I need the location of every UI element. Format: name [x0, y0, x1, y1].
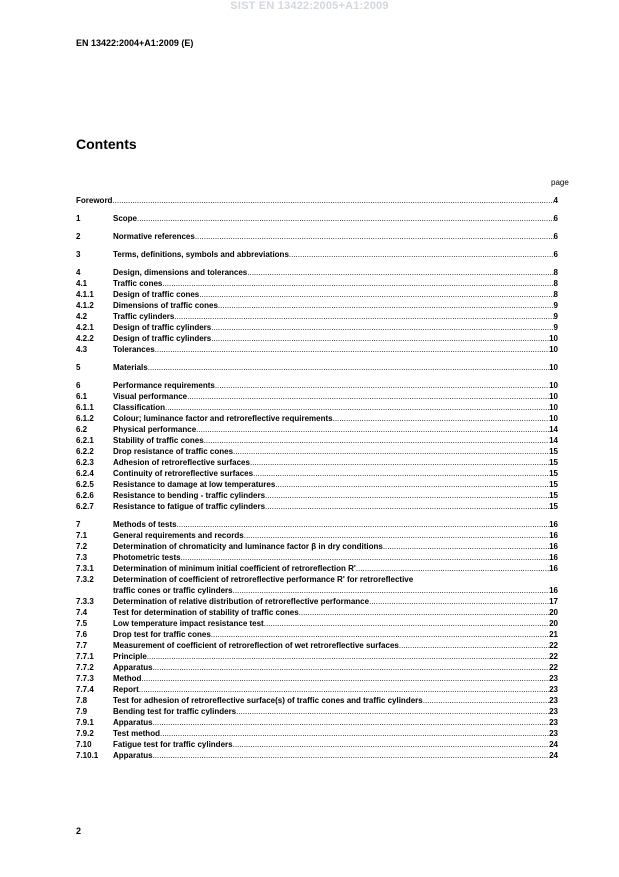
toc-entry-number: 4.1.2 [76, 301, 94, 310]
toc-entry-page: 10 [549, 363, 558, 372]
toc-entry-number: 7.9 [76, 707, 88, 716]
toc-entry-title: traffic cones or traffic cylinders [113, 586, 233, 595]
toc-entry[interactable] [76, 739, 558, 750]
toc-entry-number: 7.10.1 [76, 751, 99, 760]
toc-entry-number: 7.7.4 [76, 685, 94, 694]
toc-entry-number: 7.1 [76, 531, 88, 540]
toc-entry-page: 6 [553, 250, 558, 259]
toc-entry-page: 8 [553, 268, 558, 277]
toc-entry-title: Performance requirements [113, 381, 215, 390]
toc-entry-number: 7.7.3 [76, 674, 94, 683]
toc-entry[interactable] [76, 541, 558, 552]
toc-entry[interactable] [76, 446, 558, 457]
dot-leader [165, 402, 549, 413]
dot-leader [215, 380, 549, 391]
toc-entry-page: 20 [549, 608, 558, 617]
toc-entry-title: General requirements and records [113, 531, 244, 540]
toc-entry-title: Scope [113, 214, 138, 223]
toc-entry-title: Adhesion of retroreflective surfaces [113, 458, 250, 467]
toc-entry-page: 24 [549, 751, 558, 760]
toc-entry-title: Test for adhesion of retroreflective surface(s) of traffic cones and traffic cylinders [113, 696, 423, 705]
toc-entry-number: 7.3 [76, 553, 88, 562]
toc-entry-title: Normative references [113, 232, 195, 241]
toc-entry-page: 10 [549, 381, 558, 390]
toc-entry[interactable] [76, 435, 558, 446]
toc-entry-number: 4.2 [76, 312, 88, 321]
toc-entry-title: Resistance to damage at low temperatures [113, 480, 276, 489]
toc-entry[interactable] [76, 684, 558, 695]
toc-entry-page: 22 [549, 641, 558, 650]
toc-entry[interactable] [76, 629, 558, 640]
toc-entry[interactable] [76, 380, 558, 391]
toc-entry-page: 9 [553, 301, 558, 310]
toc-entry-number: 6.2.2 [76, 447, 94, 456]
toc-entry-number: 7.5 [76, 619, 88, 628]
toc-entry-page: 16 [549, 520, 558, 529]
dot-leader [233, 739, 550, 750]
toc-entry[interactable] [76, 706, 558, 717]
toc-entry-title: Design of traffic cones [113, 290, 200, 299]
dot-leader [356, 563, 549, 574]
toc-entry-title: Traffic cylinders [113, 312, 175, 321]
toc-entry[interactable] [76, 300, 558, 311]
toc-entry-number: 6.2.1 [76, 436, 94, 445]
dot-leader [187, 391, 549, 402]
toc-entry-page: 24 [549, 740, 558, 749]
toc-entry-title: Design of traffic cylinders [113, 323, 212, 332]
dot-leader [155, 344, 549, 355]
toc-entry-title: Traffic cones [113, 279, 163, 288]
toc-entry[interactable] [76, 728, 558, 739]
toc-entry[interactable] [76, 344, 558, 355]
toc-entry[interactable] [76, 640, 558, 651]
dot-leader [264, 618, 549, 629]
toc-entry[interactable] [76, 213, 558, 224]
toc-entry-number: 7.3.2 [76, 575, 94, 584]
toc-entry-number: 4.2.1 [76, 323, 94, 332]
toc-entry[interactable] [76, 424, 558, 435]
toc-entry-number: 6.2.7 [76, 502, 94, 511]
dot-leader [265, 501, 549, 512]
toc-entry-page: 20 [549, 619, 558, 628]
toc-entry[interactable] [76, 501, 558, 512]
toc-entry-page: 10 [549, 414, 558, 423]
toc-entry-title: Stability of traffic cones [113, 436, 204, 445]
toc-entry-title: Principle [113, 652, 147, 661]
dot-leader [265, 490, 549, 501]
dot-leader [233, 446, 549, 457]
dot-leader [147, 651, 549, 662]
toc-entry[interactable] [76, 490, 558, 501]
toc-entry-number: 4 [76, 268, 81, 277]
dot-leader [141, 673, 549, 684]
dot-leader [289, 249, 554, 260]
dot-leader [160, 728, 549, 739]
dot-leader [399, 640, 549, 651]
toc-entry-page: 15 [549, 480, 558, 489]
toc-entry[interactable] [76, 552, 558, 563]
dot-leader [174, 311, 553, 322]
toc-entry-title: Determination of relative distribution of retroreflective performance [113, 597, 370, 606]
toc-entry-number: 6.1.2 [76, 414, 94, 423]
toc-entry-title: Drop resistance of traffic cones [113, 447, 234, 456]
toc-entry-number: 7.7.1 [76, 652, 94, 661]
toc-entry-number: 1 [76, 214, 81, 223]
toc-entry-title: Terms, definitions, symbols and abbreviations [113, 250, 289, 259]
toc-entry-page: 23 [549, 718, 558, 727]
dot-leader [333, 413, 549, 424]
toc-entry-number: 7.7.2 [76, 663, 94, 672]
table-of-contents [76, 195, 558, 761]
dot-leader [112, 195, 553, 206]
toc-entry-page: 16 [549, 531, 558, 540]
toc-entry-page: 6 [553, 214, 558, 223]
toc-entry-number: 3 [76, 250, 81, 259]
toc-entry[interactable] [76, 695, 558, 706]
dot-leader [299, 607, 549, 618]
toc-entry[interactable] [76, 717, 558, 728]
toc-entry-page: 4 [553, 196, 558, 205]
toc-entry-title: Methods of tests [113, 520, 177, 529]
toc-entry-number: 4.1 [76, 279, 88, 288]
toc-entry[interactable] [76, 519, 558, 530]
dot-leader [244, 530, 549, 541]
dot-leader [204, 435, 549, 446]
contents-heading: Contents [76, 136, 137, 152]
dot-leader [139, 684, 549, 695]
toc-entry-title: Resistance to bending - traffic cylinders [113, 491, 266, 500]
toc-entry-page: 9 [553, 323, 558, 332]
toc-entry-page: 22 [549, 663, 558, 672]
toc-entry-title: Foreword [76, 196, 113, 205]
toc-entry-number: 6 [76, 381, 81, 390]
toc-entry-page: 16 [549, 553, 558, 562]
toc-entry-number: 6.1 [76, 392, 88, 401]
toc-entry[interactable] [76, 322, 558, 333]
toc-entry[interactable] [76, 662, 558, 673]
toc-entry-page: 14 [549, 425, 558, 434]
page-column-label: page [551, 178, 569, 187]
toc-entry-title: Physical performance [113, 425, 197, 434]
toc-entry-page: 23 [549, 729, 558, 738]
toc-entry[interactable] [76, 468, 558, 479]
toc-entry-page: 14 [549, 436, 558, 445]
toc-entry[interactable] [76, 530, 558, 541]
dot-leader [383, 541, 549, 552]
toc-entry-number: 6.2 [76, 425, 88, 434]
toc-entry-page: 15 [549, 502, 558, 511]
dot-leader [211, 322, 553, 333]
toc-entry-number: 2 [76, 232, 81, 241]
toc-entry[interactable] [76, 278, 558, 289]
toc-entry[interactable] [76, 402, 558, 413]
toc-entry[interactable] [76, 267, 558, 278]
toc-entry-page: 22 [549, 652, 558, 661]
toc-entry-title: Design of traffic cylinders [113, 334, 212, 343]
toc-entry[interactable] [76, 391, 558, 402]
toc-entry-title: Bending test for traffic cylinders [113, 707, 237, 716]
toc-entry[interactable] [76, 651, 558, 662]
toc-entry[interactable] [76, 333, 558, 344]
toc-entry-title: Tolerances [113, 345, 155, 354]
toc-entry-title: Colour; luminance factor and retroreflective requirements [113, 414, 333, 423]
toc-entry[interactable] [76, 413, 558, 424]
toc-entry-page: 10 [549, 403, 558, 412]
toc-entry-number: 7.4 [76, 608, 88, 617]
toc-entry[interactable] [76, 596, 558, 607]
toc-entry-title: Drop test for traffic cones [113, 630, 211, 639]
toc-entry-title-line: Determination of coefficient of retroreflective performance R' for retroreflective [113, 575, 414, 584]
toc-entry-title: Determination of chromaticity and luminance factor β in dry conditions [113, 542, 383, 551]
toc-entry-number: 4.3 [76, 345, 88, 354]
toc-entry[interactable] [76, 249, 558, 260]
toc-entry-title: Report [113, 685, 139, 694]
dot-leader [247, 267, 553, 278]
toc-entry-number: 7.2 [76, 542, 88, 551]
toc-entry[interactable] [76, 479, 558, 490]
toc-entry-number: 7.3.3 [76, 597, 94, 606]
dot-leader [218, 300, 554, 311]
toc-entry-page: 23 [549, 707, 558, 716]
toc-entry-page: 21 [549, 630, 558, 639]
dot-leader [211, 629, 549, 640]
toc-entry[interactable] [76, 231, 558, 242]
toc-entry-page: 23 [549, 696, 558, 705]
toc-entry[interactable] [76, 618, 558, 629]
toc-entry-title: Determination of minimum initial coefficient of retroreflection R' [113, 564, 356, 573]
toc-entry-number: 4.1.1 [76, 290, 94, 299]
dot-leader [137, 213, 554, 224]
toc-entry-number: 7.3.1 [76, 564, 94, 573]
toc-entry-title: Measurement of coefficient of retroreflection of wet retroreflective surfaces [113, 641, 399, 650]
toc-entry[interactable] [76, 362, 558, 373]
toc-entry-title: Test for determination of stability of traffic cones [113, 608, 299, 617]
dot-leader [423, 695, 549, 706]
toc-entry-number: 7 [76, 520, 81, 529]
toc-entry-number: 7.9.1 [76, 718, 94, 727]
toc-entry-page: 16 [549, 542, 558, 551]
toc-entry-number: 6.1.1 [76, 403, 94, 412]
dot-leader [148, 362, 549, 373]
toc-entry-page: 23 [549, 674, 558, 683]
dot-leader [177, 519, 550, 530]
toc-entry-title: Design, dimensions and tolerances [113, 268, 248, 277]
toc-entry-title: Classification [113, 403, 166, 412]
dot-leader [250, 457, 549, 468]
toc-entry-number: 6.2.5 [76, 480, 94, 489]
toc-entry-page: 8 [553, 290, 558, 299]
toc-entry-number: 6.2.6 [76, 491, 94, 500]
toc-entry-title: Apparatus [113, 718, 153, 727]
toc-entry-page: 10 [549, 392, 558, 401]
toc-entry-page: 15 [549, 491, 558, 500]
toc-entry-title: Apparatus [113, 751, 153, 760]
toc-entry-title: Resistance to fatigue of traffic cylinders [113, 502, 266, 511]
dot-leader [196, 424, 549, 435]
toc-entry-number: 7.10 [76, 740, 92, 749]
dot-leader [253, 468, 549, 479]
dot-leader [369, 596, 549, 607]
toc-entry[interactable] [76, 563, 558, 574]
toc-entry-page: 17 [549, 597, 558, 606]
dot-leader [162, 278, 553, 289]
toc-entry-number: 6.2.4 [76, 469, 94, 478]
dot-leader [236, 706, 549, 717]
toc-entry[interactable] [76, 195, 558, 206]
toc-entry-page: 23 [549, 685, 558, 694]
toc-entry-page: 15 [549, 447, 558, 456]
dot-leader [199, 289, 553, 300]
toc-entry-number: 5 [76, 363, 81, 372]
toc-entry-number: 7.8 [76, 696, 88, 705]
dot-leader [195, 231, 554, 242]
toc-entry-page: 10 [549, 345, 558, 354]
dot-leader [233, 585, 550, 596]
dot-leader [153, 717, 550, 728]
toc-entry-title: Photometric tests [113, 553, 181, 562]
toc-entry-page: 8 [553, 279, 558, 288]
toc-entry[interactable] [76, 311, 558, 322]
watermark: SIST EN 13422:2005+A1:2009 [230, 0, 389, 12]
toc-entry-title: Dimensions of traffic cones [113, 301, 218, 310]
toc-entry[interactable] [76, 673, 558, 684]
toc-entry-title: Materials [113, 363, 148, 372]
toc-entry[interactable] [76, 607, 558, 618]
toc-entry-title: Test method [113, 729, 160, 738]
toc-entry-title: Fatigue test for traffic cylinders [113, 740, 233, 749]
toc-entry-page: 15 [549, 458, 558, 467]
document-id: EN 13422:2004+A1:2009 (E) [76, 38, 194, 48]
toc-entry-page: 15 [549, 469, 558, 478]
toc-entry[interactable] [76, 750, 558, 761]
toc-entry-number: 7.9.2 [76, 729, 94, 738]
toc-entry-number: 7.6 [76, 630, 88, 639]
dot-leader [211, 333, 549, 344]
toc-entry-title: Visual performance [113, 392, 188, 401]
dot-leader [153, 750, 550, 761]
toc-entry-title: Apparatus [113, 663, 153, 672]
toc-entry-number: 4.2.2 [76, 334, 94, 343]
toc-entry-page: 10 [549, 334, 558, 343]
dot-leader [275, 479, 549, 490]
toc-entry-page: 9 [553, 312, 558, 321]
toc-entry-title: Low temperature impact resistance test [113, 619, 264, 628]
toc-entry[interactable] [76, 457, 558, 468]
toc-entry-number: 7.7 [76, 641, 88, 650]
toc-entry[interactable] [76, 289, 558, 300]
dot-leader [153, 662, 550, 673]
toc-entry-page: 16 [549, 564, 558, 573]
dot-leader [181, 552, 550, 563]
toc-entry-page: 6 [553, 232, 558, 241]
toc-entry-page: 16 [549, 586, 558, 595]
toc-entry-title: Continuity of retroreflective surfaces [113, 469, 254, 478]
toc-entry[interactable] [76, 574, 558, 596]
page-number: 2 [76, 826, 82, 836]
toc-entry-number: 6.2.3 [76, 458, 94, 467]
toc-entry-title: Method [113, 674, 142, 683]
